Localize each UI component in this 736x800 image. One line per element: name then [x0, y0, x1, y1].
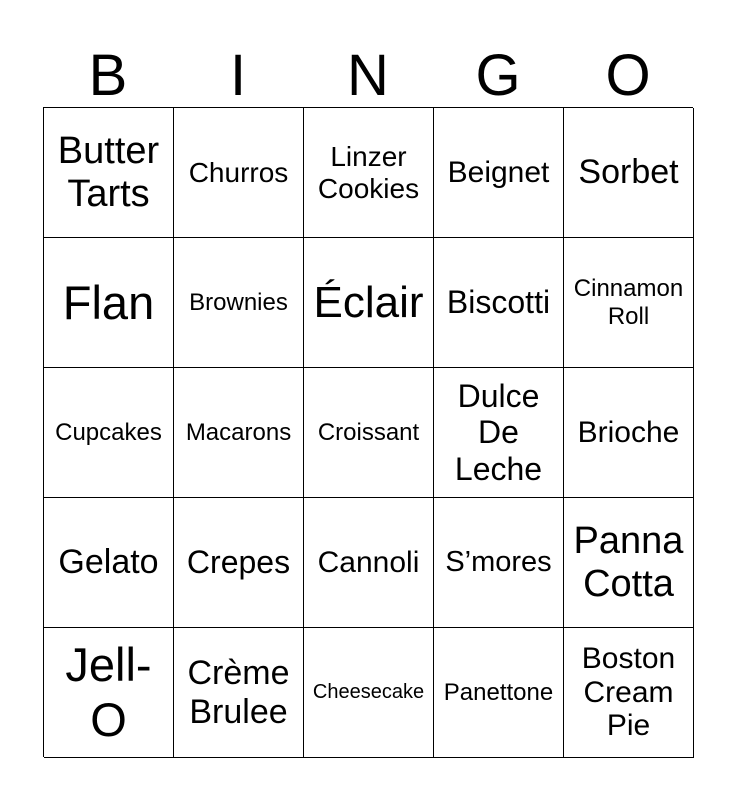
header-letter-n: N	[347, 43, 389, 108]
bingo-cell[interactable]	[304, 498, 434, 628]
bingo-cell[interactable]	[434, 108, 564, 238]
header-letter-g: G	[475, 43, 521, 108]
cell-label: Flan	[62, 275, 155, 329]
bingo-cell[interactable]	[44, 628, 174, 758]
bingo-cell[interactable]	[564, 498, 694, 628]
bingo-cell[interactable]	[434, 498, 564, 628]
cell-label: Brioche	[577, 415, 680, 449]
cell-label: Boston Cream Pie	[581, 641, 676, 743]
cell-label: Panettone	[443, 678, 554, 706]
cell-label: Cannoli	[317, 545, 420, 579]
bingo-cell[interactable]	[564, 238, 694, 368]
bingo-cell[interactable]	[44, 498, 174, 628]
bingo-header	[43, 40, 693, 108]
bingo-cell[interactable]	[434, 628, 564, 758]
bingo-cell[interactable]	[174, 108, 304, 238]
bingo-cell[interactable]	[174, 238, 304, 368]
cell-label: Croissant	[317, 418, 420, 446]
bingo-cell[interactable]	[304, 368, 434, 498]
bingo-board	[43, 107, 693, 757]
bingo-cell[interactable]	[564, 108, 694, 238]
cell-label: Churros	[188, 156, 289, 188]
bingo-cell[interactable]	[174, 498, 304, 628]
cell-label: Crepes	[186, 544, 291, 581]
cell-label: Cinnamon Roll	[573, 275, 684, 330]
bingo-cell[interactable]	[44, 368, 174, 498]
cell-label: Beignet	[447, 155, 550, 189]
cell-label: Jell-O	[65, 638, 152, 746]
cell-label: Dulce De Leche	[454, 378, 543, 487]
cell-label: Butter Tarts	[57, 129, 160, 215]
cell-label: Linzer Cookies	[317, 140, 420, 204]
bingo-cell[interactable]	[564, 628, 694, 758]
header-letter-b: B	[88, 43, 128, 108]
cell-label: Macarons	[185, 418, 292, 446]
cell-label: Cheesecake	[312, 681, 425, 704]
cell-label: Sorbet	[578, 153, 679, 192]
cell-label: Crème Brulee	[187, 654, 290, 731]
cell-label: Panna Cotta	[573, 519, 684, 605]
cell-label: S’mores	[445, 546, 552, 579]
cell-label: Biscotti	[446, 284, 551, 321]
cell-label: Brownies	[189, 288, 288, 316]
bingo-cell[interactable]	[174, 368, 304, 498]
cell-label: Cupcakes	[55, 418, 162, 446]
bingo-cell[interactable]	[304, 238, 434, 368]
bingo-cell[interactable]	[434, 238, 564, 368]
cell-label: Gelato	[58, 543, 159, 582]
bingo-cell[interactable]	[44, 238, 174, 368]
bingo-cell[interactable]	[304, 108, 434, 238]
bingo-cell[interactable]	[304, 628, 434, 758]
bingo-cell[interactable]	[564, 368, 694, 498]
header-letter-o: O	[605, 43, 651, 108]
bingo-cell[interactable]	[174, 628, 304, 758]
cell-label: Éclair	[313, 277, 424, 327]
bingo-cell[interactable]	[44, 108, 174, 238]
header-letter-i: I	[229, 43, 247, 108]
bingo-cell[interactable]	[434, 368, 564, 498]
